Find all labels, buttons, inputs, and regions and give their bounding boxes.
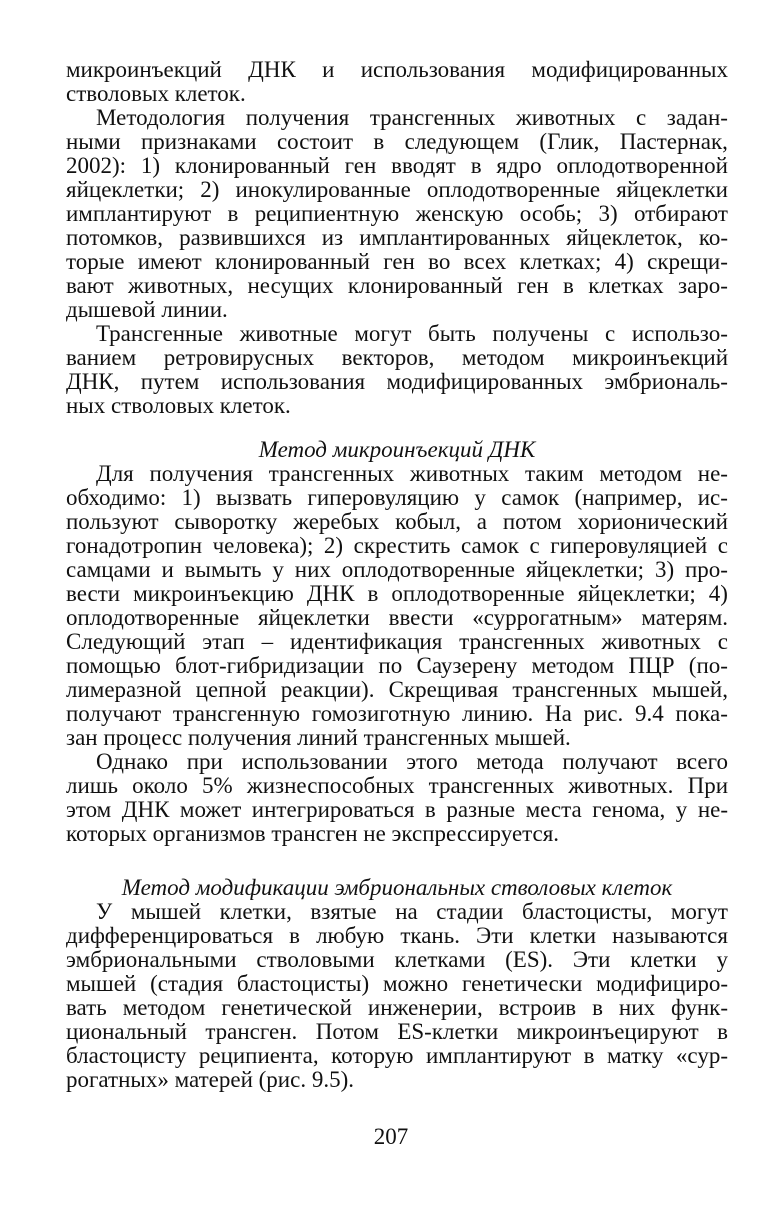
section-heading-stem-cells: Метод модификации эмбриональных стволовых клеток [121,875,673,900]
text-line: Методология получения трансгенных животных с задан- [96,105,728,130]
text-line: помощью блот-гибридизации по Саузерену методом ПЦР (по- [66,653,728,678]
paragraph-methodology [66,106,728,322]
text-line: яйцеклетки; 2) инокулированные оплодотворенные яйцеклетки [66,177,728,202]
text-line: Для получения трансгенных животных таким методом не- [96,461,728,486]
text-line: торые имеют клонированный ген во всех клетках; 4) скрещи- [66,249,728,274]
text-line: вести микроинъекцию ДНК в оплодотворенные яйцеклетки; 4) [66,581,728,606]
page-number: 207 [373,1124,409,1149]
paragraph-continuation [66,58,728,106]
text-line: которых организмов трансген не экспрессируется. [66,821,560,846]
text-line: У мышей клетки, взятые на стадии бластоцисты, могут [96,899,728,924]
text-line: ДНК, путем использования модифицированных эмбриональ- [66,369,728,394]
text-line: бластоцисту реципиента, которую имплантируют в матку «сур- [66,1043,728,1068]
paragraph-methods-overview [66,322,728,418]
paragraph-microinjection-procedure [66,462,728,750]
text-line: гонадотропин человека); 2) скрестить самок с гиперовуляцией с [66,533,728,558]
text-line: обходимо: 1) вызвать гиперовуляцию у самок (например, ис- [66,485,728,510]
text-line: вать методом генетической инженерии, встроив в них функ- [66,995,728,1020]
text-line: имплантируют в реципиентную женскую особь; 3) отбирают [66,201,728,226]
paragraph-microinjection-efficiency [66,750,728,846]
text-line: ванием ретровирусных векторов, методом микроинъекций [66,345,728,370]
text-line: рогатных» матерей (рис. 9.5). [66,1067,354,1092]
text-line: Трансгенные животные могут быть получены с использо- [96,321,728,346]
text-line: мышей (стадия бластоцисты) можно генетически модифициро- [66,971,728,996]
text-line: Однако при использовании этого метода получают всего [96,749,728,774]
text-line: эмбриональными стволовыми клетками (ES). Эти клетки у [66,947,728,972]
text-line: ных стволовых клеток. [66,393,291,418]
text-line: 2002): 1) клонированный ген вводят в ядро оплодотворенной [66,153,728,178]
section-heading-microinjection: Метод микроинъекций ДНК [258,437,536,462]
text-line: потомков, развившихся из имплантированных яйцеклеток, ко- [66,225,728,250]
text-line: оплодотворенные яйцеклетки ввести «суррогатным» матерям. [66,605,728,630]
page-body [66,58,728,1092]
text-line: пользуют сыворотку жеребых кобыл, а потом хорионический [66,509,728,534]
text-line: вают животных, несущих клонированный ген в клетках заро- [66,273,728,298]
text-line: стволовых клеток. [66,81,246,106]
paragraph-stem-cells [66,900,728,1092]
text-line: лишь около 5% жизнеспособных трансгенных животных. При [66,773,728,798]
text-line: циональный трансген. Потом ES-клетки микроинъецируют в [66,1019,728,1044]
text-line: этом ДНК может интегрироваться в разные места генома, у не- [66,797,728,822]
text-line: дифференцироваться в любую ткань. Эти клетки называются [66,923,728,948]
text-line: микроинъекций ДНК и использования модифицированных [66,57,728,82]
text-line: лимеразной цепной реакции). Скрещивая трансгенных мышей, [66,677,728,702]
text-line: ными признаками состоит в следующем (Глик, Пастернак, [66,129,728,154]
text-line: Следующий этап – идентификация трансгенных животных с [66,629,728,654]
text-line: дышевой линии. [66,297,228,322]
text-line: зан процесс получения линий трансгенных мышей. [66,725,571,750]
text-line: самцами и вымыть у них оплодотворенные яйцеклетки; 3) про- [66,557,728,582]
text-line: получают трансгенную гомозиготную линию. На рис. 9.4 пока- [66,701,728,726]
